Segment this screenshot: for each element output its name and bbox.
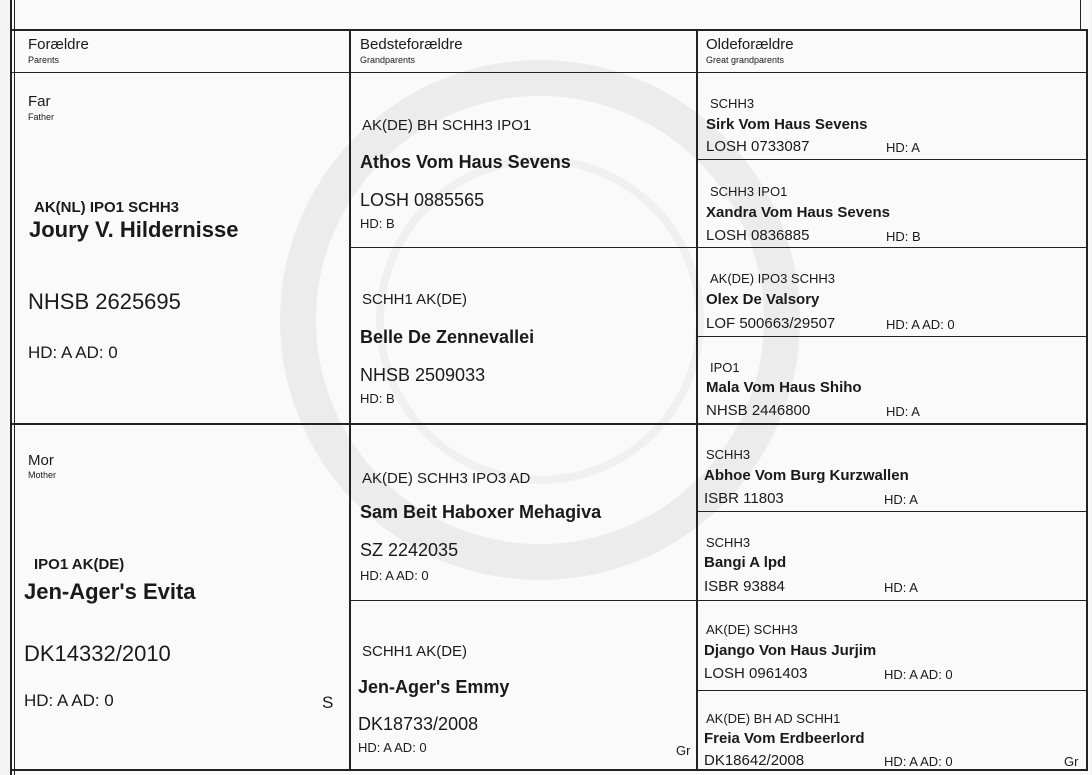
father-health: HD: A AD: 0: [28, 343, 118, 362]
grandparent-2-name: Belle De Zennevallei: [360, 327, 535, 347]
header-parents: Forældre: [28, 36, 89, 53]
great-grandparent-3-health: HD: A AD: 0: [886, 317, 955, 332]
great-grandparent-5-name: Abhoe Vom Burg Kurzwallen: [704, 467, 909, 484]
great-grandparent-1-titles: SCHH3: [710, 96, 755, 111]
great-grandparent-8-titles: AK(DE) BH AD SCHH1: [706, 711, 841, 726]
great-grandparent-7-name: Django Von Haus Jurjim: [704, 642, 877, 659]
great-grandparent-6-reg: ISBR 93884: [704, 578, 785, 595]
great-grandparent-5-reg: ISBR 11803: [704, 490, 784, 507]
grandparent-4-mark: Gr: [676, 743, 691, 758]
father-titles: AK(NL) IPO1 SCHH3: [34, 199, 180, 216]
grandparent-4-titles: SCHH1 AK(DE): [362, 643, 468, 660]
father-reg: NHSB 2625695: [28, 289, 181, 314]
great-grandparent-4-health: HD: A: [886, 404, 920, 419]
great-grandparent-1-health: HD: A: [886, 140, 920, 155]
great-grandparent-8-name: Freia Vom Erdbeerlord: [704, 730, 865, 747]
mother-mark: S: [322, 693, 334, 712]
great-grandparent-5-titles: SCHH3: [706, 447, 751, 462]
grandparent-3-name: Sam Beit Haboxer Mehagiva: [360, 502, 602, 522]
header-grandparents: Bedsteforældre: [360, 36, 463, 53]
great-grandparent-7-reg: LOSH 0961403: [704, 665, 808, 682]
great-grandparent-4-reg: NHSB 2446800: [706, 402, 811, 419]
great-grandparent-3-reg: LOF 500663/29507: [706, 315, 836, 332]
mother-sublabel: Mother: [28, 470, 57, 480]
pedigree-sheet: [10, 0, 1090, 775]
great-grandparent-2-titles: SCHH3 IPO1: [710, 184, 788, 199]
great-grandparent-1-reg: LOSH 0733087: [706, 138, 810, 155]
great-grandparent-2-reg: LOSH 0836885: [706, 227, 810, 244]
great-grandparent-8-mark: Gr: [1064, 754, 1079, 769]
header-parents-sub: Parents: [28, 55, 60, 65]
great-grandparent-7-health: HD: A AD: 0: [884, 667, 953, 682]
grandparent-4-name: Jen-Ager's Emmy: [358, 677, 510, 697]
grandparent-4-reg: DK18733/2008: [358, 714, 479, 734]
mother-label: Mor: [28, 452, 54, 469]
great-grandparent-2-name: Xandra Vom Haus Sevens: [706, 204, 890, 221]
great-grandparent-8-reg: DK18642/2008: [704, 752, 805, 769]
great-grandparent-3-name: Olex De Valsory: [706, 291, 820, 308]
great-grandparent-4-titles: IPO1: [710, 360, 740, 375]
grandparent-2-titles: SCHH1 AK(DE): [362, 291, 468, 308]
mother-titles: IPO1 AK(DE): [34, 556, 125, 573]
grandparent-1-reg: LOSH 0885565: [360, 190, 485, 210]
great-grandparent-2-health: HD: B: [886, 229, 921, 244]
great-grandparent-8-health: HD: A AD: 0: [884, 754, 953, 769]
grandparent-1-name: Athos Vom Haus Sevens: [360, 152, 571, 172]
grandparent-4-health: HD: A AD: 0: [358, 740, 427, 755]
great-grandparent-1-name: Sirk Vom Haus Sevens: [706, 116, 868, 133]
great-grandparent-3-titles: AK(DE) IPO3 SCHH3: [710, 271, 835, 286]
grandparent-3-titles: AK(DE) SCHH3 IPO3 AD: [362, 470, 531, 487]
great-grandparent-4-name: Mala Vom Haus Shiho: [706, 379, 862, 396]
father-sublabel: Father: [28, 112, 55, 122]
header-grandparents-sub: Grandparents: [360, 55, 416, 65]
mother-health: HD: A AD: 0: [24, 691, 114, 710]
grandparent-3-health: HD: A AD: 0: [360, 568, 429, 583]
great-grandparent-6-name: Bangi A lpd: [704, 554, 787, 571]
father-name: Joury V. Hildernisse: [29, 217, 239, 242]
grandparent-2-health: HD: B: [360, 391, 395, 406]
grandparent-1-titles: AK(DE) BH SCHH3 IPO1: [362, 117, 532, 134]
grandparent-1-health: HD: B: [360, 216, 395, 231]
great-grandparent-6-health: HD: A: [884, 580, 918, 595]
mother-reg: DK14332/2010: [24, 641, 171, 666]
great-grandparent-6-titles: SCHH3: [706, 535, 751, 550]
mother-name: Jen-Ager's Evita: [24, 579, 196, 604]
father-label: Far: [28, 93, 51, 110]
header-great-grandparents: Oldeforældre: [706, 36, 794, 53]
great-grandparent-7-titles: AK(DE) SCHH3: [706, 622, 798, 637]
grandparent-2-reg: NHSB 2509033: [360, 365, 486, 385]
header-great-grandparents-sub: Great grandparents: [706, 55, 785, 65]
grandparent-3-reg: SZ 2242035: [360, 540, 459, 560]
great-grandparent-5-health: HD: A: [884, 492, 918, 507]
